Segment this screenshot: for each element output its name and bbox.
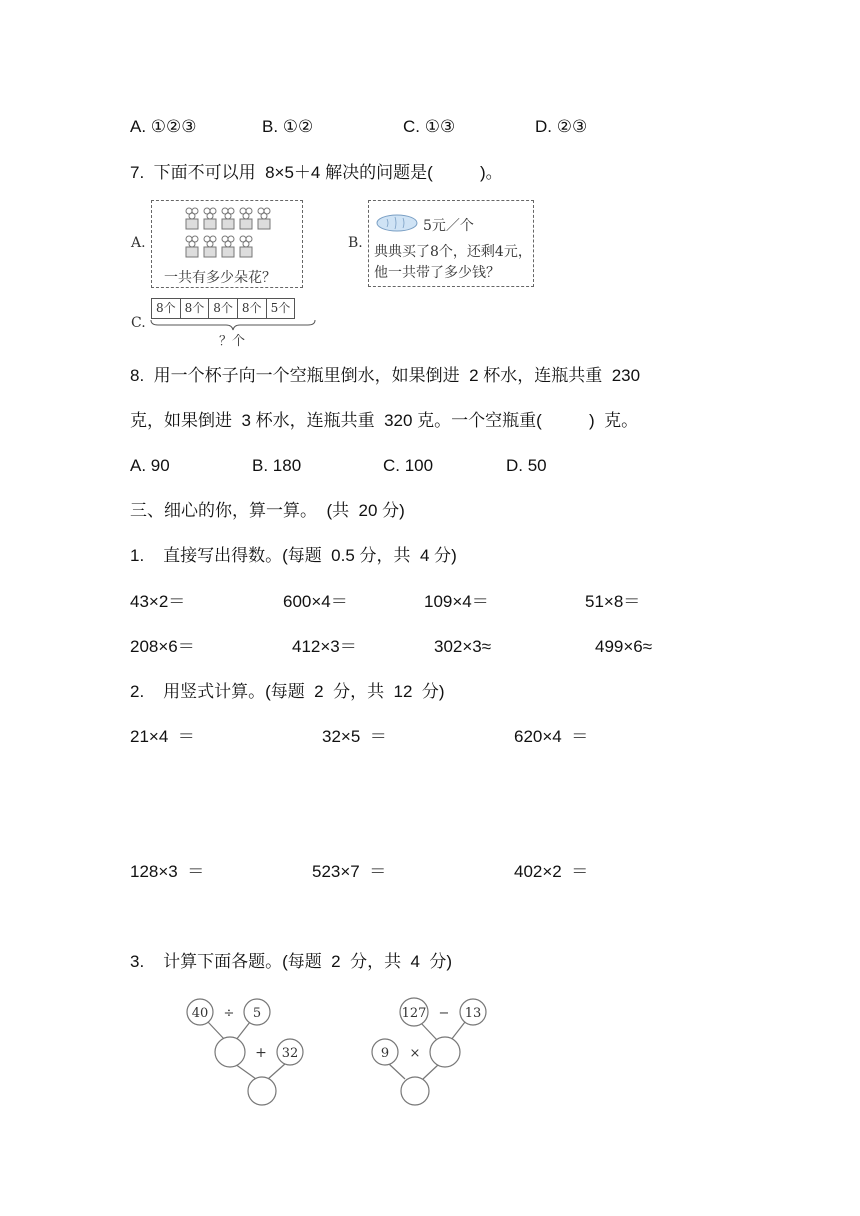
oral-calc-item: 412×3＝ <box>292 637 357 656</box>
q8-option-d: D. 50 <box>506 456 547 475</box>
q7-a-box <box>151 200 303 288</box>
q7-b-letter: B. <box>348 235 363 251</box>
tree2-num-a: 127 <box>401 1006 427 1021</box>
bar-segment: 8个 <box>238 299 267 318</box>
bar-segment: 8个 <box>181 299 210 318</box>
q7-c-bar-model <box>151 298 295 319</box>
s3p1-title: 1. 直接写出得数。(每题 0.5 分，共 4 分) <box>130 546 457 565</box>
bar-segment: 8个 <box>152 299 181 318</box>
s3p3-title: 3. 计算下面各题。(每题 2 分，共 4 分) <box>130 952 453 971</box>
tree2-op1: − <box>438 1006 450 1021</box>
oral-calc-item: 109×4＝ <box>424 592 489 611</box>
q7-b-line2: 他一共带了多少钱？ <box>374 265 500 281</box>
tree1-op1: ÷ <box>223 1006 235 1021</box>
tree2-num-b: 13 <box>464 1006 482 1021</box>
oral-calc-item: 302×3≈ <box>434 637 492 656</box>
oral-calc-item: 51×8＝ <box>585 592 641 611</box>
q7-stem: 7. 下面不可以用 8×5＋4 解决的问题是( )。 <box>130 163 503 182</box>
flower-pots-illustration <box>152 205 302 267</box>
section3-title: 三、细心的你，算一算。 (共 20 分) <box>130 501 405 520</box>
q7-b-line1: 典典买了8个，还剩4元， <box>374 244 532 260</box>
oral-calc-item: 600×4＝ <box>283 592 348 611</box>
oral-calc-item: 208×6＝ <box>130 637 195 656</box>
vertical-calc-item: 32×5 ＝ <box>322 727 387 746</box>
bread-icon <box>375 211 419 233</box>
q8-option-b: B. 180 <box>252 456 302 475</box>
vertical-calc-item: 402×2 ＝ <box>514 862 589 881</box>
tree1-op2: + <box>255 1045 267 1061</box>
calc-tree-1 <box>180 995 340 1110</box>
q6-option-a: A. ①②③ <box>130 117 197 136</box>
bar-segment: 5个 <box>270 301 291 315</box>
tree2-op2: × <box>409 1046 421 1061</box>
q7-c-letter: C. <box>131 315 146 331</box>
vertical-calc-item: 21×4 ＝ <box>130 727 195 746</box>
vertical-calc-item: 620×4 ＝ <box>514 727 589 746</box>
tree1-num-b: 5 <box>252 1006 262 1021</box>
tree1-num-a: 40 <box>191 1006 209 1021</box>
q8-line2: 克，如果倒进 3 杯水，连瓶共重 320 克。一个空瓶重( ) 克。 <box>130 411 639 430</box>
oral-calc-item: 43×2＝ <box>130 592 186 611</box>
q7-a-caption: 一共有多少朵花？ <box>164 270 276 286</box>
tree1-num-c: 32 <box>281 1046 299 1061</box>
q6-option-c: C. ①③ <box>403 117 456 136</box>
q8-option-a: A. 90 <box>130 456 170 475</box>
q6-option-b: B. ①② <box>262 117 314 136</box>
s3p2-title: 2. 用竖式计算。(每题 2 分，共 12 分) <box>130 682 445 701</box>
oral-calc-item: 499×6≈ <box>595 637 653 656</box>
vertical-calc-item: 523×7 ＝ <box>312 862 387 881</box>
q8-line1: 8. 用一个杯子向一个空瓶里倒水，如果倒进 2 杯水，连瓶共重 230 <box>130 366 641 385</box>
q7-b-price: 5元／个 <box>423 218 474 234</box>
q7-a-letter: A. <box>131 235 146 251</box>
bar-segment: 8个 <box>209 299 238 318</box>
tree2-num-c: 9 <box>380 1046 390 1061</box>
q8-option-c: C. 100 <box>383 456 434 475</box>
vertical-calc-item: 128×3 ＝ <box>130 862 205 881</box>
q7-b-box <box>368 200 534 287</box>
calc-tree-2 <box>365 995 525 1110</box>
q7-c-total: ？个 <box>219 334 246 349</box>
q6-option-d: D. ②③ <box>535 117 588 136</box>
